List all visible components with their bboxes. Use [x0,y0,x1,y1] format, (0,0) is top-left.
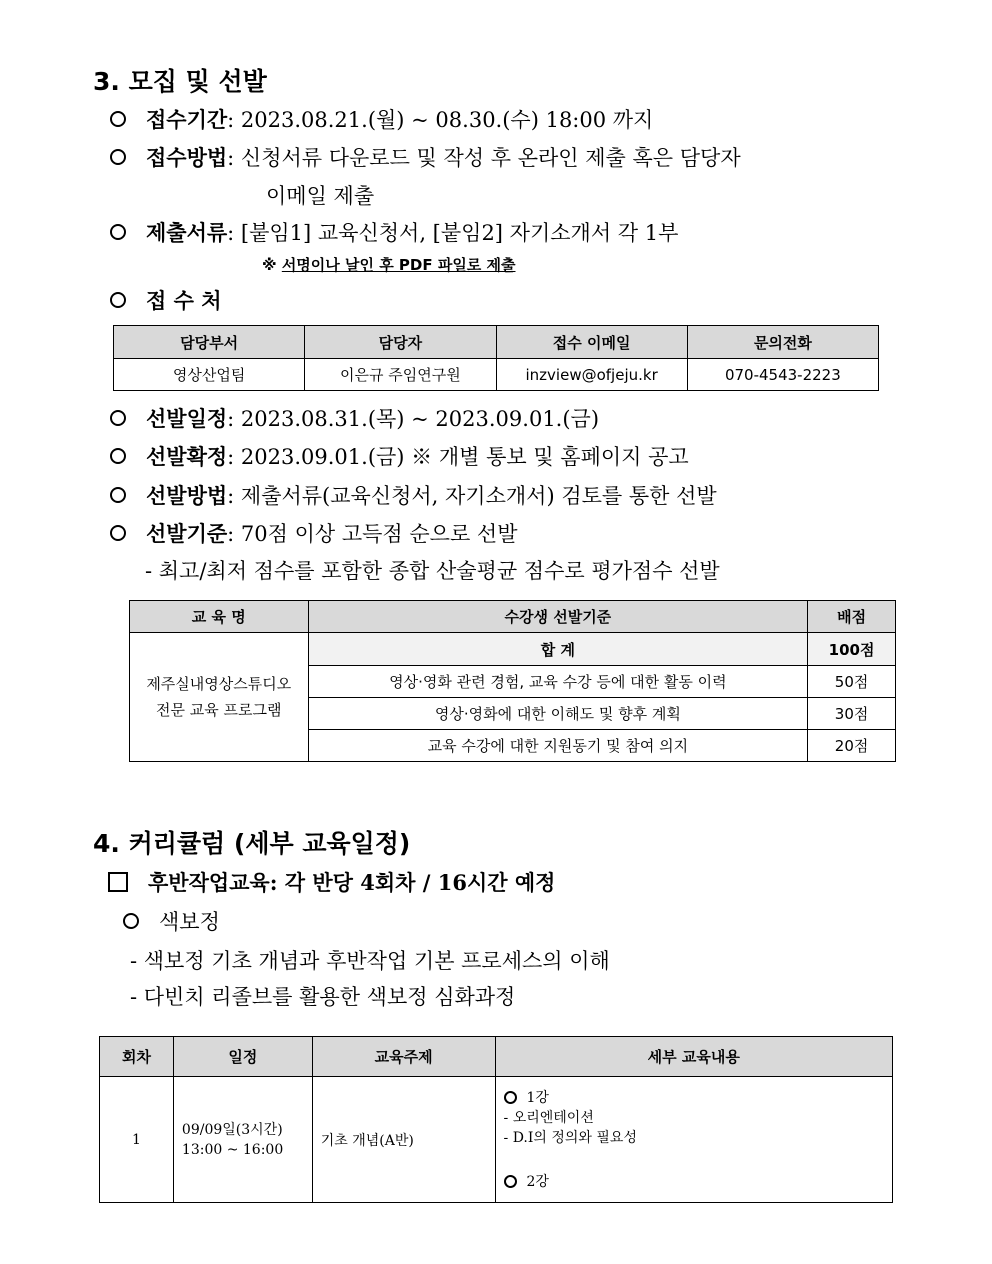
section3-title: 3. 모집 및 선발 [93,67,267,96]
session-topic: 기초 개념(A반) [312,1077,495,1203]
method-text: : 신청서류 다운로드 및 작성 후 온라인 제출 혹은 담당자 [227,146,741,170]
contact-header-row [114,326,879,359]
contact-email[interactable]: inzview@ofjeju.kr [496,359,687,391]
docs-label: 제출서류 [146,220,228,245]
method-label: 접수방법 [146,145,228,170]
program-name-line2: 전문 교육 프로그램 [156,701,282,719]
sel-method-line [110,480,717,510]
circle-bullet-icon [110,224,126,240]
color-bullet: - 다빈치 리졸브를 활용한 색보정 심화과정 [130,985,516,1009]
criterion-text: 영상·영화 관련 경험, 교육 수강 등에 대한 활동 이력 [308,666,808,698]
lecture-line: - 오리엔테이션 [503,1109,594,1126]
circle-bullet-icon [110,111,126,127]
total-score: 100점 [808,633,896,666]
sel-date-text: : 2023.08.31.(목) ~ 2023.09.01.(금) [227,407,600,431]
period-text: : 2023.08.21.(월) ~ 08.30.(수) 18:00 까지 [227,108,654,132]
docs-note-text: 서명이나 날인 후 PDF 파일로 제출 [281,256,516,274]
sel-criteria-sub: - 최고/최저 점수를 포함한 종합 산술평균 점수로 평가점수 선발 [145,559,720,583]
schedule-header: 세부 교육내용 [495,1037,892,1077]
lecture-heading [504,1088,884,1108]
contact-phone: 070-4543-2223 [687,359,878,391]
schedule-header: 일정 [173,1037,312,1077]
circle-bullet-icon [110,448,126,464]
sel-criteria-label: 선발기준 [146,521,228,546]
section4-title: 4. 커리큘럼 (세부 교육일정) [93,829,411,858]
session-date: 09/09일(3시간) [181,1121,283,1138]
sel-method-text: : 제출서류(교육신청서, 자기소개서) 검토를 통한 선발 [227,484,717,508]
sel-confirm-label: 선발확정 [146,444,228,469]
criterion-score: 20점 [808,730,896,762]
office-label: 접 수 처 [146,288,222,313]
contact-header: 문의전화 [687,326,878,359]
contact-header: 담당자 [305,326,496,359]
color-label: 색보정 [159,910,220,934]
session-number: 1 [100,1077,174,1203]
criterion-score: 30점 [808,698,896,730]
circle-bullet-icon [123,913,139,929]
period-line [110,104,653,134]
lecture-line: - D.I의 정의와 필요성 [503,1129,637,1146]
sel-confirm-text: : 2023.09.01.(금) ※ 개별 통보 및 홈페이지 공고 [227,445,689,469]
session-date-cell [173,1077,312,1203]
contact-department: 영상산업팀 [114,359,305,391]
color-bullet: - 색보정 기초 개념과 후반작업 기본 프로세스의 이해 [130,949,610,973]
circle-bullet-icon [110,410,126,426]
session-time: 13:00 ~ 16:00 [181,1141,284,1158]
sel-method-label: 선발방법 [146,483,228,508]
total-label: 합 계 [308,633,808,666]
sel-date-line [110,403,599,433]
office-line [110,285,221,315]
method-line [110,142,741,172]
program-name-line1: 제주실내영상스튜디오 [146,675,292,693]
lecture-heading [504,1172,884,1192]
circle-bullet-icon [110,525,126,541]
contact-header: 접수 이메일 [496,326,687,359]
post-line [108,867,555,897]
lecture-title: 1강 [526,1089,549,1106]
docs-line [110,217,678,247]
session-content-cell [495,1077,892,1203]
post-label: 후반작업교육 [148,870,270,895]
criteria-total-row [130,633,896,666]
contact-table [113,325,879,391]
color-line [123,906,220,936]
program-name-cell [130,633,309,762]
circle-bullet-icon [110,487,126,503]
criteria-table [129,600,896,762]
criteria-header-row [130,601,896,633]
schedule-header: 교육주제 [312,1037,495,1077]
sel-criteria-text: : 70점 이상 고득점 순으로 선발 [227,522,518,546]
method-text-cont: 이메일 제출 [266,184,375,208]
sel-date-label: 선발일정 [146,406,228,431]
contact-row [114,359,879,391]
criteria-header: 수강생 선발기준 [308,601,808,633]
contact-header: 담당부서 [114,326,305,359]
contact-person: 이은규 주임연구원 [305,359,496,391]
criterion-text: 교육 수강에 대한 지원동기 및 참여 의지 [308,730,808,762]
schedule-table [99,1036,893,1203]
criterion-text: 영상·영화에 대한 이해도 및 향후 계획 [308,698,808,730]
circle-bullet-icon [110,292,126,308]
sel-confirm-line [110,441,689,471]
schedule-header: 회차 [100,1037,174,1077]
post-text: : 각 반당 4회차 / 16시간 예정 [269,870,556,895]
schedule-header-row [100,1037,893,1077]
criteria-header: 배점 [808,601,896,633]
note-mark: ※ [262,256,282,274]
schedule-row [100,1077,893,1203]
criterion-score: 50점 [808,666,896,698]
docs-text: : [붙임1] 교육신청서, [붙임2] 자기소개서 각 1부 [227,221,679,245]
circle-bullet-icon [110,149,126,165]
circle-bullet-icon [504,1091,517,1104]
docs-note [262,254,516,275]
circle-bullet-icon [504,1175,517,1188]
lecture-title: 2강 [526,1173,549,1190]
checkbox-square-icon [108,872,128,892]
sel-criteria-line [110,518,517,548]
criteria-header: 교 육 명 [130,601,309,633]
period-label: 접수기간 [146,107,228,132]
